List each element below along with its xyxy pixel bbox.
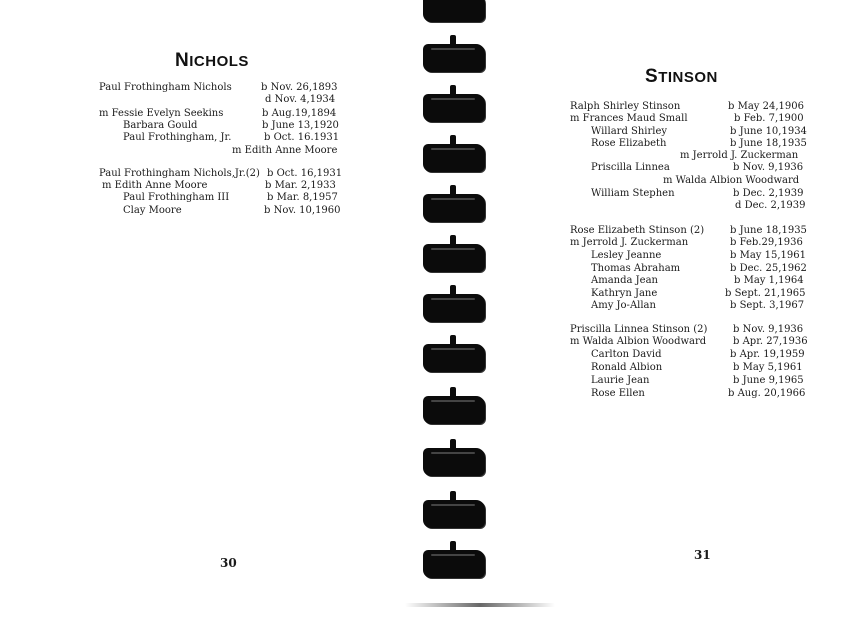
binding-ring	[423, 44, 485, 72]
page-number: 31	[694, 548, 711, 562]
binding-ring	[423, 94, 485, 122]
binding-ring	[423, 396, 485, 424]
binding-ring	[423, 344, 485, 372]
binding-ring	[423, 550, 485, 578]
family-heading-stinson: STINSON	[645, 66, 718, 87]
page-number: 30	[220, 556, 237, 570]
right-page: STINSON Ralph Shirley Stinson b May 24,1906 m Frances Maud Small b Feb. 7,1900 Willard Shirley b June 10,1934 Rose Elizabeth b June 18,1935 m Jerrold J. Zuckerman Priscilla Linnea b Nov. 9,1936 m Walda Albion Woodward William Stephen b Dec. 2,1939 d Dec. 2,1939 Rose Elizabeth Stinson (2) b June 18,1935 m Jerrold J. Zuckerman b Feb.29,1936 Lesley Jeanne b May 15,1961 Thomas Abraham b Dec. 25,1962 Amanda Jean b May 1,1964 Kathryn Jane b Sept. 21,1965 Amy Jo-Allan b Sept. 3,1967 Priscilla Linnea Stinson (2) b Nov. 9,1936 m Walda Albion Woodward b Apr. 27,1936 Carlton David b Apr. 19,1959 Ronald Albion b May 5,1961 Laurie Jean b June 9,1965 Rose Ellen b Aug. 20,1966 31	[570, 66, 808, 562]
binding-ring	[423, 0, 485, 22]
binding-ring	[423, 194, 485, 222]
binding-ring	[423, 500, 485, 528]
binding-ring	[423, 144, 485, 172]
left-page: NICHOLS Paul Frothingham Nichols b Nov. 26,1893 d Nov. 4,1934 m Fessie Evelyn Seekins b Aug.19,1894 Barbara Gould b June 13,1920 Paul Frothingham, Jr. b Oct. 16.1931 m Edith Anne Moore Paul Frothingham Nichols,Jr.(2) b Oct. 16,1931 m Edith Anne Moore b Mar. 2,1933 Paul Frothingham III b Mar. 8,1957 Clay Moore b Nov. 10,1960 30	[99, 50, 343, 570]
family-heading-nichols: NICHOLS	[175, 50, 249, 71]
binding-ring	[423, 244, 485, 272]
binding-ring	[423, 448, 485, 476]
binding-ring	[423, 294, 485, 322]
